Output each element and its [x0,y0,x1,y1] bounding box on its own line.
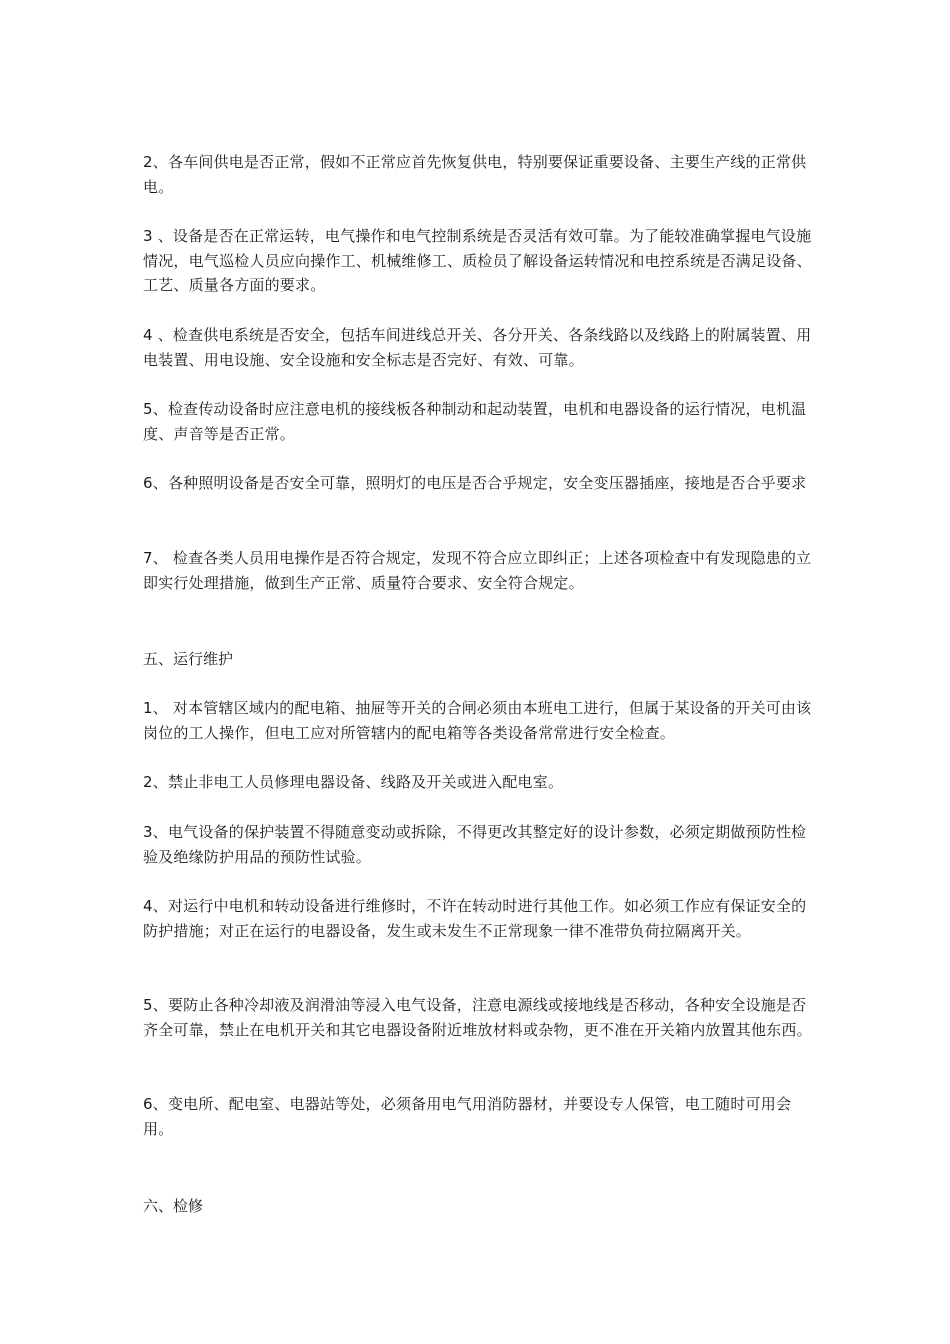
paragraph-fire-equipment: 6、变电所、配电室、电器站等处，必须备用电气用消防器材，并要设专人保管，电工随时可用会用。 [143,1095,792,1138]
section-heading-overhaul: 六、检修 [143,1197,204,1215]
paragraph-protection-devices: 3、电气设备的保护装置不得随意变动或拆除，不得更改其整定好的设计参数，必须定期做预防性检验及绝缘防护用品的预防性试验。 [143,823,807,866]
paragraph-check-drive-equipment: 5、检查传动设备时应注意电机的接线板各种制动和起动装置，电机和电器设备的运行情况，电机温度、声音等是否正常。 [143,400,807,443]
paragraph-check-power-supply: 2、各车间供电是否正常，假如不正常应首先恢复供电，特别要保证重要设备、主要生产线的正常供电。 [143,153,807,196]
paragraph-switchgear-closing: 1、 对本管辖区域内的配电箱、抽屉等开关的合闸必须由本班电工进行，但属于某设备的开关可由该岗位的工人操作，但电工应对所管辖内的配电箱等各类设备常常进行安全检查。 [143,699,812,742]
paragraph-check-lighting: 6、各种照明设备是否安全可靠，照明灯的电压是否合乎规定，安全变压器插座，接地是否合乎要求 [143,474,807,492]
paragraph-check-supply-system-safety: 4 、检查供电系统是否安全，包括车间进线总开关、各分开关、各条线路以及线路上的附属装置、用电装置、用电设施、安全设施和安全标志是否完好、有效、可靠。 [143,326,812,369]
paragraph-non-electrician-prohibited: 2、禁止非电工人员修理电器设备、线路及开关或进入配电室。 [143,773,564,791]
paragraph-coolant-lubricant-prevention: 5、要防止各种冷却液及润滑油等浸入电气设备，注意电源线或接地线是否移动，各种安全设施是否齐全可靠，禁止在电机开关和其它电器设备附近堆放材料或杂物，更不准在开关箱内放置其他东西。 [143,996,812,1039]
paragraph-check-personnel-operation: 7、 检查各类人员用电操作是否符合规定，发现不符合应立即纠正；上述各项检查中有发现隐患的立即实行处理措施，做到生产正常、质量符合要求、安全符合规定。 [143,549,812,592]
paragraph-check-equipment-operation: 3 、设备是否在正常运转，电气操作和电气控制系统是否灵活有效可靠。为了能较准确掌握电气设施情况，电气巡检人员应向操作工、机械维修工、质检员了解设备运转情况和电控系统是否满足设备、工艺、质量各方面的要求。 [143,227,812,294]
paragraph-maintenance-running-motors: 4、对运行中电机和转动设备进行维修时，不许在转动时进行其他工作。如必须工作应有保证安全的防护措施；对正在运行的电器设备，发生或未发生不正常现象一律不准带负荷拉隔离开关。 [143,897,807,940]
section-heading-operation-maintenance: 五、运行维护 [143,650,234,668]
